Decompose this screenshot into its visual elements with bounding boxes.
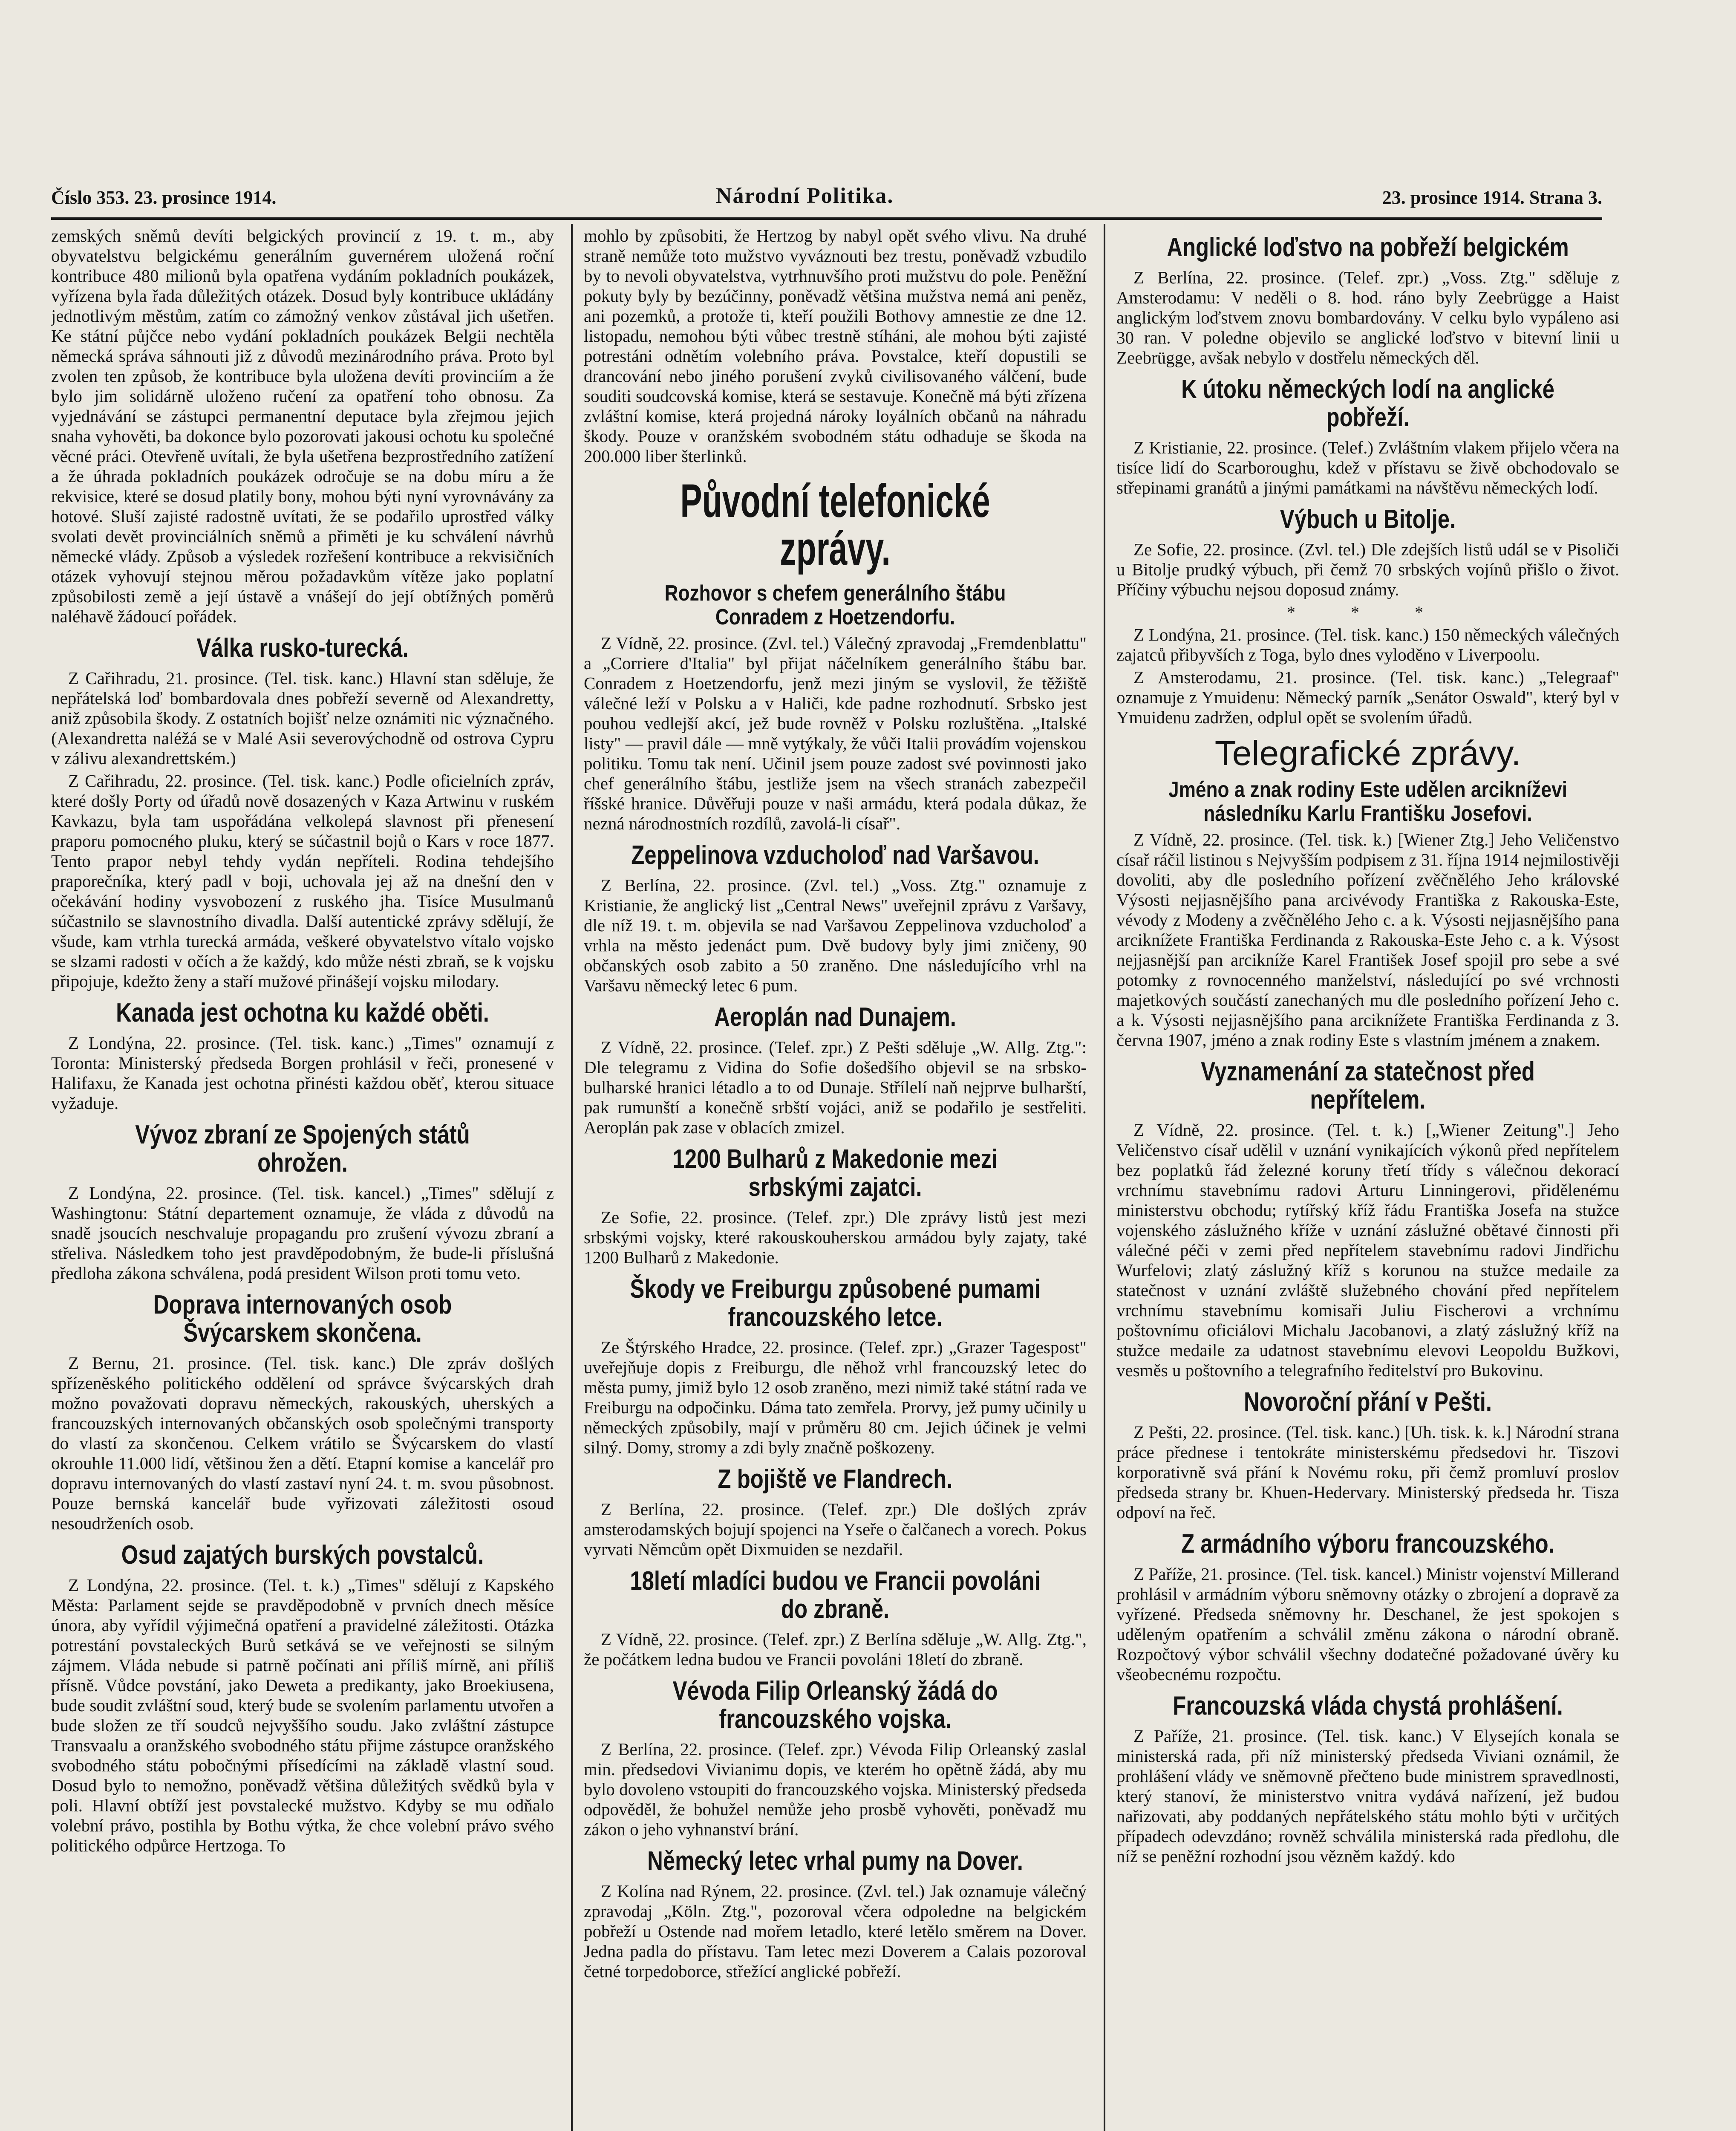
article-text: Z Vídně, 22. prosince. (Telef. zpr.) Z Pešti sděluje „W. Allg. Ztg.": Dle telegramu z Vidina do Sofie došedšího objevil se na srbsko-bulharské hranici létadlo a to od Dunaje. Střílelí naň nejprve bulharští, pak rumunští a konečně srbští vojáci, aniž se podařilo je sestřeliti. Aeroplán pak zase v oblacích zmizel. bbox=[584, 1037, 1087, 1137]
headline: Německý letec vrhal pumy na Dover. bbox=[647, 1846, 1023, 1876]
article-text: Z Berlína, 22. prosince. (Telef. zpr.) Vévoda Filip Orleanský zaslal min. předsedovi Vivianimu dopis, ve kterém ho opětně žádá, aby mu bylo dovoleno vstoupiti do francouzského vojska. Ministerský předseda odpověděl, že bohužel nemůže jeho prosbě vyhověti, poněvadž mu zákon o jeho vyhnanství brání. bbox=[584, 1739, 1087, 1839]
article-text: Z Amsterodamu, 21. prosince. (Tel. tisk. kanc.) „Telegraaf" oznamuje z Ymuidenu: Německý parník „Senátor Oswald", který byl v Ymuidenu zadržen, odplul opět se svolením úřadů. bbox=[1116, 667, 1619, 727]
article-text: mohlo by způsobiti, že Hertzog by nabyl opět svého vlivu. Na druhé straně nemůže toto mužstvo vyváznouti bez trestu, poněvadž vzbudilo by to nevoli obyvatelstva, vytrhnuvšího proti mužstvu do pole. Peněžní pokuty byly by bezúčinny, poněvadž většina mužstva nemá ani peněz, ani pozemků, a protože ti, kteří použili Bothovy amnestie ze dne 12. listopadu, nemohou býti vůbec trestně stíháni, ale mohou býti zajisté potrestáni odnětím volebního práva. Povstalce, kteří dopustili se drancování nebo jiného porušení zvyků civilisovaného válčení, bude souditi soudcovská komise, která se sestavuje. Konečně má býti zřízena zvláštní komise, která projedná nároky loyálních občanů na náhradu škody. Pouze v oranžském svobodném státu odhaduje se škoda na 200.000 liber šterlinků. bbox=[584, 226, 1087, 466]
section-headline: Telegrafické zprávy. bbox=[1214, 734, 1521, 773]
headline: Jméno a znak rodiny Este udělen arcikníževi následníku Karlu Františku Josefovi. bbox=[1168, 777, 1567, 826]
article-text: Z Kolína nad Rýnem, 22. prosince. (Zvl. tel.) Jak oznamuje válečný zpravodaj „Köln. Ztg.", pozoroval včera odpoledne na belgickém pobřeží u Ostende nad mořem letadlo, které letělo směrem na Dover. Jedna padla do přístavu. Tam letec mezi Doverem a Calais pozoroval četné torpedoborce, střežící anglické pobřeží. bbox=[584, 1881, 1087, 1981]
headline: Vyznamenání za statečnost před nepřítelem. bbox=[1201, 1057, 1535, 1115]
headline: Osud zajatých burských povstalců. bbox=[121, 1540, 484, 1570]
masthead-title: Národní Politika. bbox=[716, 184, 894, 208]
headline: Kanada jest ochotna ku každé oběti. bbox=[116, 998, 489, 1028]
headline: Rozhovor s chefem generálního štábu Conradem z Hoetzendorfu. bbox=[664, 581, 1006, 629]
article-text: Z Cařihradu, 22. prosince. (Tel. tisk. kanc.) Podle oficielních zpráv, které došly Porty od úřadů nově dosazených v Kaza Artwinu v ruském Kavkazu, byla tam uspořádána velkolepá slavnost při přenesení praporu pomocného pluku, který se súčastnil bojů o Kars v roce 1877. Tento prapor nebyl tehdy vydán nepříteli. Rodina tehdejšího praporečníka, který padl v boji, uchovala jej až na dnešní den v očekávání hodiny vysvobození z ruského jha. Tisíce Musulmanů súčastnilo se slavnostního divadla. Další autentické zprávy sdělují, že všude, kam vtrhla turecká armáda, veškeré obyvatelstvo vítalo vojsko se slzami radosti v očích a že každý, kdo může nésti zbraň, se k vojsku připojuje, kdežto ženy a staří mužové přinášejí vojsku milodary. bbox=[51, 771, 554, 991]
header-rule bbox=[51, 217, 1602, 220]
article-text: Ze Sofie, 22. prosince. (Zvl. tel.) Dle zdejších listů udál se v Pisoliči u Bitolje prudký výbuch, při čemž 70 srbských vojínů přišlo o život. Příčiny výbuchu nejsou doposud známy. bbox=[1116, 540, 1619, 599]
headline: Výbuch u Bitolje. bbox=[1280, 505, 1456, 534]
headline: Vévoda Filip Orleanský žádá do francouzského vojska. bbox=[672, 1676, 998, 1734]
headline: K útoku německých lodí na anglické pobřeží. bbox=[1181, 375, 1554, 432]
article-text: Z Vídně, 22. prosince. (Tel. t. k.) [„Wiener Zeitung".] Jeho Veličenstvo císař udělil v uznání vynikajících výkonů před nepřítelem bez poplatků řád železné koruny třetí třídy s válečnou dekorací vrchnímu stavebnímu radovi Arturu Linningerovi, přidělenému ministerstvu obchodu; rytířský kříž řádu Františka Josefa na stužce vojenského záslužného kříže v uznání záslužné obětavé činnosti při válečné péči v zemi před nepřítelem stavebnímu radovi Jindřichu Wurfelovi; zlatý záslužný kříž s korunou na stužce medaile za statečnost v uznání zvláště služebného chování před nepřítelem vrchnímu stavebnímu komisaři Juliu Fischerovi a vrchnímu poštovnímu oficiálovi Michalu Jacobanovi, a zlatý záslužný kříž na stužce medaile za udatnost stavebnímu elevovi Leopoldu Bužkovi, vesměs u poštovního a telegrafního ředitelství pro Bukovinu. bbox=[1116, 1120, 1619, 1380]
column-divider bbox=[1104, 224, 1105, 2131]
article-text: Z Vídně, 22. prosince. (Telef. zpr.) Z Berlína sděluje „W. Allg. Ztg.", že počátkem ledna budou ve Francii povoláni 18letí do zbraně. bbox=[584, 1629, 1087, 1669]
column-3 bbox=[1116, 226, 1619, 2131]
headline: Z bojiště ve Flandrech. bbox=[718, 1464, 953, 1494]
headline: Z armádního výboru francouzského. bbox=[1181, 1529, 1554, 1559]
column-1 bbox=[51, 226, 554, 2131]
headline: 1200 Bulharů z Makedonie mezi srbskými zajatci. bbox=[672, 1144, 998, 1202]
headline: Anglické loďstvo na pobřeží belgickém bbox=[1167, 233, 1569, 262]
article-text: Z Cařihradu, 21. prosince. (Tel. tisk. kanc.) Hlavní stan sděluje, že nepřátelská loď bombardovala dnes pobřeží severně od Alexandretty, aniž způsobila škody. Z ostatních bojišť nelze oznámiti nic význačného. (Alexandretta naléžá se v Malé Asii severovýchodně od ostrova Cypru v zálivu alexandrettském.) bbox=[51, 668, 554, 768]
headline: Škody ve Freiburgu způsobené pumami francouzského letce. bbox=[630, 1274, 1041, 1332]
article-text: Z Berlína, 22. prosince. (Telef. zpr.) Dle došlých zpráv amsterodamských bojují spojenci na Yseře o čalčanech a vorech. Pokus vyrvati Němcům opět Dixmuiden se nezdařil. bbox=[584, 1499, 1087, 1559]
article-text: Z Berlína, 22. prosince. (Zvl. tel.) „Voss. Ztg." oznamuje z Kristianie, že anglický list „Central News" uveřejnil zprávu z Varšavy, dle níž 19. t. m. objevila se nad Varšavou Zeppelinova vzducholoď a vrhla na město jedenáct pum. Dvě budovy byly jimi zničeny, 90 občanských osob zabito a 50 zraněno. Dne následujícího vrhl na Varšavu německý letec 6 pum. bbox=[584, 875, 1087, 995]
article-text: Z Kristianie, 22. prosince. (Telef.) Zvláštním vlakem přijelo včera na tisíce lidí do Scarboroughu, kdež v přístavu se živě obchodovalo se střepinami granátů a jinými památkami na návštěvu německých lodí. bbox=[1116, 438, 1619, 497]
page-header bbox=[51, 183, 1602, 213]
headline: Francouzská vláda chystá prohlášení. bbox=[1173, 1691, 1563, 1721]
headline: Aeroplán nad Dunajem. bbox=[714, 1002, 956, 1032]
article-text: Z Vídně, 22. prosince. (Zvl. tel.) Válečný zpravodaj „Fremdenblattu" a „Corriere d'Italia" byl přijat náčelníkem generálního štábu bar. Conradem z Hoetzendorfu, jenž mezi jiným se vyslovil, že těžiště válečné leží v Polsku a v Haliči, kde padne rozhodnutí. Srbsko jest pouhou vedlejší akcí, jež bude rovněž v Polsku rozluštěna. „Italské listy" — pravil dále — mně vytýkaly, že vůči Italii provádím vojenskou politiku. Tomu tak není. Učinil jsem pouze zadost své povinnosti jako chef generálního štábu, jestliže jsem na všech stranách zabezpečil říšské hranice. Důvěřuji pouze v naši armádu, která podala důkaz, že nezná národnostních rozdílů, zavolá-li císař". bbox=[584, 633, 1087, 833]
article-text: Z Londýna, 22. prosince. (Tel. tisk. kanc.) „Times" oznamují z Toronta: Ministerský předseda Borgen prohlásil v řeči, pronesené v Halifaxu, že Kanada jest ochotna přinésti každou oběť, kterou situace vyžaduje. bbox=[51, 1033, 554, 1113]
article-text: Z Bernu, 21. prosince. (Tel. tisk. kanc.) Dle zpráv došlých spřízeněského politického oddělení od správce švýcarských drah možno považovati dopravu německých, rakouských, uherských a francouzských internovaných občanských osob společnými transporty do vlastí za skončenou. Celkem vrátilo se Švýcarskem do vlastí okrouhle 11.000 lidí, většinou žen a dětí. Etapní komise a kancelář pro dopravu internovaných do vlastí zastaví nyní 24. t. m. svou působnost. Pouze bernská kancelář bude vyřizovati záležitosti osoud nesoudrženích osob. bbox=[51, 1353, 554, 1533]
headline: 18letí mladíci budou ve Francii povoláni do zbraně. bbox=[630, 1566, 1041, 1624]
date-page: 23. prosince 1914. Strana 3. bbox=[1382, 187, 1602, 208]
headline: Doprava internovaných osob Švýcarskem skončena. bbox=[153, 1290, 452, 1348]
article-text: Z Londýna, 21. prosince. (Tel. tisk. kanc.) 150 německých válečných zajatců přibyvších z Toga, bylo dnes vyloděno v Liverpoolu. bbox=[1116, 625, 1619, 664]
column-2 bbox=[584, 226, 1087, 2131]
article-text: zemských sněmů devíti belgických provincií z 19. t. m., aby obyvatelstvu belgickému generálním guvernérem uložená roční kontribuce 480 milionů byla opatřena vydáním pokladních poukázek, vyřízena byla řada důležitých otázek. Dosud byly kontribuce ukládány jednotlivým městům, zatím co zámožný venkov zůstával jich ušetřen. Ke státní půjčce nebo vydání pokladních poukázek Belgii nechtěla německá správa sáhnouti již z důvodů mezinárodního práva. Proto byl zvolen ten způsob, že kontribuce byla uložena devíti provinciím a že bylo jim solidárně uloženo ručení za opatření toho obnosu. Za vyjednávání se zástupci permanentní deputace byla zřejmou jejich snaha vyhověti, ba dokonce bylo pozorovati jakousi ochotu ku společné věcné práci. Otevřeně uvítali, že byla ušetřena bezprostředního zatížení a že úhrada pokladních poukázek odročuje se na dobu míru a že rekvisice, které se dosud platily bony, mohou býti nyní vyrovnávány za hotové. Sluší zajisté radostně uvítati, že se podařilo uprostřed války svolati devět provinciálních sněmů a přiměti je ku schválení návrhů německé vlády. Způsob a výsledek rozřešení kontribuce a rekvisičních otázek vyhovují stejnou měrou požadavkům vítěze jako poplatní způsobilosti země a její ústavě a vnášejí do její obtížných poměrů naléhavě žádoucí pořádek. bbox=[51, 226, 554, 626]
headline: Novoroční přání v Pešti. bbox=[1244, 1387, 1492, 1417]
column-divider bbox=[571, 224, 573, 2131]
section-headline: Původní telefonické zprávy. bbox=[680, 475, 990, 575]
issue-number: Číslo 353. 23. prosince 1914. bbox=[51, 187, 277, 208]
headline: Válka rusko-turecká. bbox=[196, 633, 409, 663]
section-divider-stars: * * * bbox=[1287, 603, 1449, 622]
article-text: Z Paříže, 21. prosince. (Tel. tisk. kancel.) Ministr vojenství Millerand prohlásil v armádním výboru sněmovny otázky o zbrojení a dopravě za vyřízené. Předseda sněmovny hr. Deschanel, že jest spokojen s uděleným opatřením a schválil změnu zákona o národní obraně. Rozpočtový výbor schválil všechny dodatečné požadované úvěry ku všeobecnému rozpočtu. bbox=[1116, 1564, 1619, 1684]
article-text: Z Londýna, 22. prosince. (Tel. tisk. kancel.) „Times" sdělují z Washingtonu: Státní departement oznamuje, že vláda z důvodů na snadě jsoucích neschvaluje propagandu pro zrušení vývozu zbraní a střeliva. Následkem toho jest pravděpodobným, že bude-li příslušná předloha zákona schválena, podá president Wilson proti tomu veto. bbox=[51, 1183, 554, 1283]
headline: Vývoz zbraní ze Spojených států ohrožen. bbox=[135, 1120, 470, 1178]
article-text: Z Vídně, 22. prosince. (Tel. tisk. k.) [Wiener Ztg.] Jeho Veličenstvo císař ráčil listinou s Nejvyšším podpisem z 31. října 1914 nejmilostivěji dovoliti, aby dle posledního pořízení zvěčnělého Jeho královské Výsosti nejjasnějšího pana arcivévody Františka z Rakouska-Este, vévody z Modeny a zvěčnělého Jeho c. a k. Výsosti nejjasnějšího pana arciknížete Františka Ferdinanda z Rakouska-Este Jeho c. a k. Výsost nejjasnější pan arcikníže Karel František Josef spojil pro sebe a své potomky z rovnocenného manželství, následující po své vrchnosti majetkových součástí zanechaných mu dle posledního pořízení Jeho c. a k. Výsosti nejjasnějšího pana arciknížete Františka Ferdinanda z 3. června 1907, jméno a znak rodiny Este s vlastním jménem a znakem. bbox=[1116, 830, 1619, 1050]
article-text: Z Londýna, 22. prosince. (Tel. t. k.) „Times" sdělují z Kapského Města: Parlament sejde se pravděpodobně v prvních dnech měsíce února, aby vyřídil výjimečná opatření a pravidelné záležitosti. Otázka potrestání povstaleckých Burů setkává se ve veřejnosti se silným zájmem. Vláda nebude si patrně počínati ani příliš mírně, ani příliš přísně. Vůdce povstání, jako Deweta a predikanty, jako Broekiusena, bude soudit zvláštní soud, který bude se svolením parlamentu utvořen a bude složen ze tří soudců nejvyššího soudu. Jako zvláštní zástupce Transvaalu a oranžského svobodného státu přijme zástupce oranžského svobodného státu pobočnými přísedícími na základě vlastní soud. Dosud bylo to nemožno, poněvadž většina důležitých svědků byla v poli. Hlavní obtíží jest povstalecké mužstvo. Kdyby se mu odňalo volební právo, postihla by Bothu výtka, že chce volební právo svého politického odpůrce Hertzoga. To bbox=[51, 1575, 554, 1855]
article-text: Z Pešti, 22. prosince. (Tel. tisk. kanc.) [Uh. tisk. k. k.] Národní strana práce přednese i tentokráte ministerskému předsedovi hr. Tiszovi korporativně svá přání k Novému roku, při čemž promluví proslov předseda strany br. Khuen-Hedervary. Ministerský předseda hr. Tisza odpoví na řeč. bbox=[1116, 1422, 1619, 1522]
article-text: Z Berlína, 22. prosince. (Telef. zpr.) „Voss. Ztg." sděluje z Amsterodamu: V neděli o 8. hod. ráno byly Zeebrügge a Haist anglickým loďstvem znovu bombardovány. V celku bylo vypáleno asi 30 ran. V poledne objevilo se anglické loďstvo v bitevní linii u Zeebrügge, avšak nebylo v dostřelu německých děl. bbox=[1116, 268, 1619, 367]
article-text: Z Paříže, 21. prosince. (Tel. tisk. kanc.) V Elysejích konala se ministerská rada, při níž ministerský předseda Viviani oznámil, že prohlášení vlády ve sněmovně přečteno bude ministrem spravedlnosti, který stanoví, že ministerstvo vnitra vydává nařízení, jež budou nařizovati, aby poddaných nepřátelského státu mohlo býti v určitých případech odevzdáno; rovněž schválila ministerská rada předlohu, dle níž se peněžní rozhodní jsou vězněm každý. kdo bbox=[1116, 1726, 1619, 1866]
article-text: Ze Sofie, 22. prosince. (Telef. zpr.) Dle zprávy listů jest mezi srbskými vojsky, které rakouskouherskou armádou byly zajaty, také 1200 Bulharů z Makedonie. bbox=[584, 1207, 1087, 1267]
headline: Zeppelinova vzducholoď nad Varšavou. bbox=[631, 840, 1039, 870]
article-text: Ze Štýrského Hradce, 22. prosince. (Telef. zpr.) „Grazer Tagespost" uveřejňuje dopis z Freiburgu, dle něhož vrhl francouzský letec do města pumy, jimiž bylo 12 osob zraněno, mezi nimiž také státní rada ve Freiburgu na odpočinku. Dáma tato zemřela. Prorvy, jež pumy učinily u německých způsobily, mají v průměru 80 cm. Jejich účinek je velmi silný. Domy, stromy a zdi byly značně poškozeny. bbox=[584, 1337, 1087, 1457]
